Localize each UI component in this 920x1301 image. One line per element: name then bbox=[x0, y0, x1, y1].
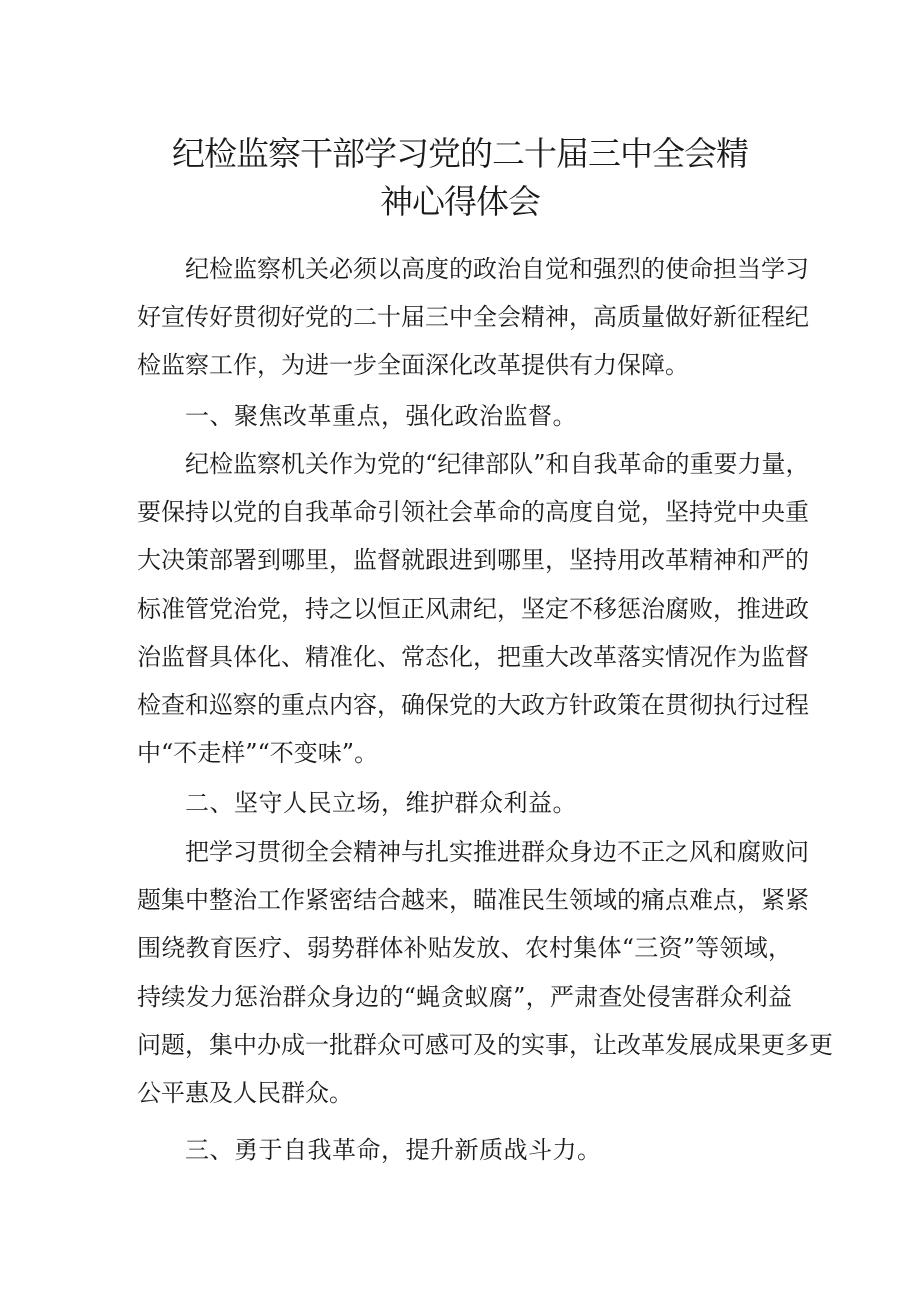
section-2-line-3: 围绕教育医疗、弱势群体补贴发放、农村集体“三资”等领域， bbox=[137, 934, 792, 962]
document-title-line-2: 神心得体会 bbox=[380, 182, 540, 221]
section-1-line-5: 治监督具体化、精准化、常态化，把重大改革落实情况作为监督 bbox=[137, 643, 809, 671]
intro-line-1: 纪检监察机关必须以高度的政治自觉和强烈的使命担当学习 bbox=[185, 255, 809, 283]
section-1-line-4: 标准管党治党，持之以恒正风肃纪，坚定不移惩治腐败，推进政 bbox=[137, 595, 809, 623]
section-1-line-2: 要保持以党的自我革命引领社会革命的高度自觉，坚持党中央重 bbox=[137, 498, 809, 526]
section-1-line-1: 纪检监察机关作为党的“纪律部队”和自我革命的重要力量， bbox=[185, 450, 810, 478]
intro-line-2: 好宣传好贯彻好党的二十届三中全会精神，高质量做好新征程纪 bbox=[137, 303, 809, 331]
section-2-line-6: 公平惠及人民群众。 bbox=[137, 1079, 353, 1107]
section-2-line-2: 题集中整治工作紧密结合越来，瞄准民生领域的痛点难点，紧紧 bbox=[137, 886, 809, 914]
section-2-line-5: 问题，集中办成一批群众可感可及的实事，让改革发展成果更多更 bbox=[137, 1031, 833, 1059]
section-1-line-7: 中“不走样”“不变味”。 bbox=[137, 739, 379, 767]
section-1-line-6: 检查和巡察的重点内容，确保党的大政方针政策在贯彻执行过程 bbox=[137, 691, 809, 719]
section-2-line-4: 持续发力惩治群众身边的“蝇贪蚁腐”，严肃查处侵害群众利益 bbox=[137, 983, 792, 1011]
section-2-line-1: 把学习贯彻全会精神与扎实推进群众身边不正之风和腐败问 bbox=[185, 838, 809, 866]
section-1-line-3: 大决策部署到哪里，监督就跟进到哪里，坚持用改革精神和严的 bbox=[137, 546, 809, 574]
intro-line-3: 检监察工作，为进一步全面深化改革提供有力保障。 bbox=[137, 351, 689, 379]
section-2-heading: 二、坚守人民立场，维护群众利益。 bbox=[185, 789, 577, 817]
section-1-heading: 一、聚焦改革重点，强化政治监督。 bbox=[185, 402, 577, 430]
document-title-line-1: 纪检监察干部学习党的二十届三中全会精 bbox=[172, 134, 748, 173]
section-3-heading: 三、勇于自我革命，提升新质战斗力。 bbox=[185, 1136, 602, 1164]
